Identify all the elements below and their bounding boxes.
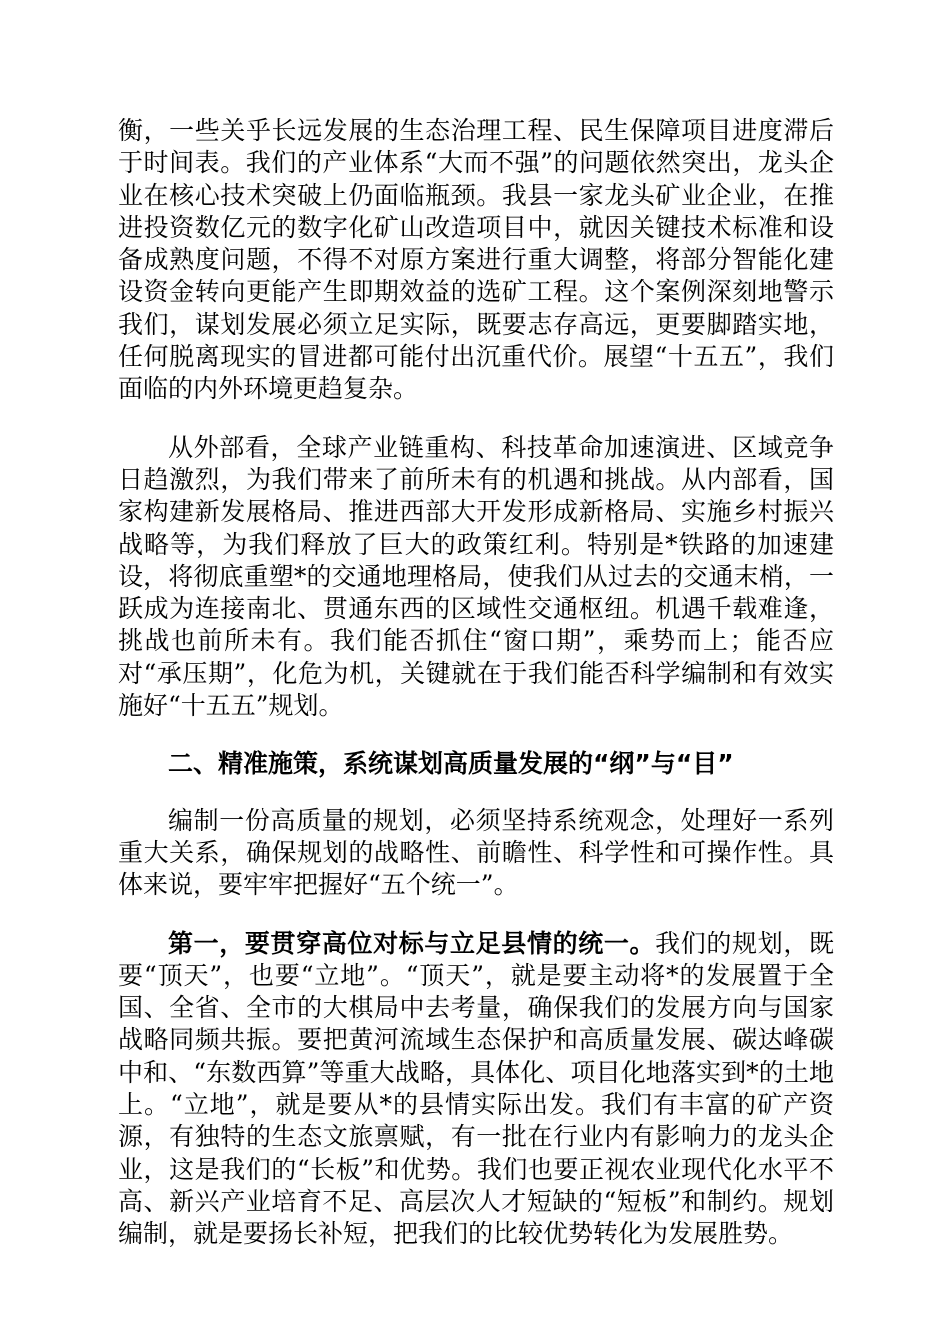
paragraph-external-internal: 从外部看，全球产业链重构、科技革命加速演进、区域竞争日趋激烈，为我们带来了前所未有的机遇和挑战。从内部看，国家构建新发展格局、推进西部大开发形成新格局、实施乡村振兴战略等，为我们释放了巨大的政策红利。特别是*铁路的加速建设，将彻底重塑*的交通地理格局，使我们从过去的交通末梢，一跃成为连接南北、贯通东西的区域性交通枢纽。机遇千载难逢，挑战也前所未有。我们能否抓住“窗口期”，乘势而上；能否应对“承压期”，化危为机，关键就在于我们能否科学编制和有效实施好“十五五”规划。 [118,432,834,721]
paragraph-first-point [118,928,834,1251]
paragraph-intro: 编制一份高质量的规划，必须坚持系统观念，处理好一系列重大关系，确保规划的战略性、前瞻性、科学性和可操作性。具体来说，要牢牢把握好“五个统一”。 [118,805,834,900]
paragraph-continued: 衡，一些关乎长远发展的生态治理工程、民生保障项目进度滞后于时间表。我们的产业体系“大而不强”的问题依然突出，龙头企业在核心技术突破上仍面临瓶颈。我县一家龙头矿业企业，在推进投资数亿元的数字化矿山改造项目中，就因关键技术标准和设备成熟度问题，不得不对原方案进行重大调整，将部分智能化建设资金转向更能产生即期效益的选矿工程。这个案例深刻地警示我们，谋划发展必须立足实际，既要志存高远，更要脚踏实地，任何脱离现实的冒进都可能付出沉重代价。展望“十五五”，我们面临的内外环境更趋复杂。 [118,116,834,404]
first-point-body: 我们的规划，既要“顶天”，也要“立地”。“顶天”，就是要主动将*的发展置于全国、全省、全市的大棋局中去考量，确保我们的发展方向与国家战略同频共振。要把黄河流域生态保护和高质量发展、碳达峰碳中和、“东数西算”等重大战略，具体化、项目化地落实到*的土地上。“立地”，就是要从*的县情实际出发。我们有丰富的矿产资源，有独特的生态文旅禀赋，有一批在行业内有影响力的龙头企业，这是我们的“长板”和优势。我们也要正视农业现代化水平不高、新兴产业培育不足、高层次人才短缺的“短板”和制约。规划编制，就是要扬长补短，把我们的比较优势转化为发展胜势。 [118,928,834,1249]
section-heading: 二、精准施策，系统谋划高质量发展的“纲”与“目” [168,749,734,779]
first-point-lead: 第一，要贯穿高位对标与立足县情的统一。 [168,928,656,958]
document-page [118,115,834,1277]
